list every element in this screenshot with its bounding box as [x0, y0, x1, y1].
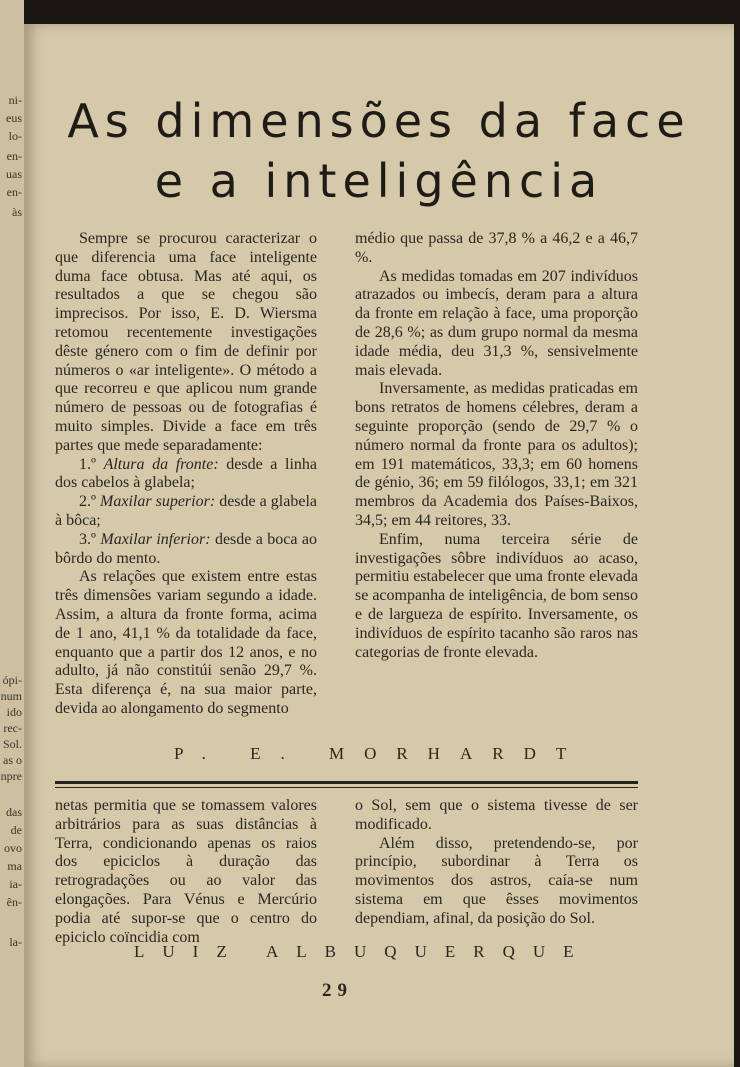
previous-page-fragment: rec-	[3, 721, 22, 735]
previous-page-fragment: uas	[6, 167, 22, 181]
page	[24, 24, 734, 1067]
paragraph: As relações que existem entre estas três dimensões variam segundo a idade. Assim, a altura da fronte forma, acima de 1 ano, 41,1 % da totalidade da face, enquanto que a partir dos 12 anos, e no adulto, já não constitúi senão 29,7 %. Esta diferença é, na sua maior parte, devida ao alongamento do segmento	[55, 568, 317, 717]
previous-page-fragment: en-	[6, 185, 22, 199]
divider-thick	[55, 781, 638, 784]
paragraph: netas permitia que se tomassem valores arbitrários para as suas distâncias à Terra, condicionando apenas os raios dos epiciclos à duração das retrogradações ou ao valor das elongações. Para Vénus e Mercúrio podia até supor-se que o centro do epiciclo coïncidia com	[55, 797, 317, 946]
previous-page-fragment: la-	[9, 935, 22, 949]
previous-page-fragment: lo-	[8, 129, 22, 143]
previous-page-fragment: das	[6, 805, 22, 819]
previous-page-fragment: ni-	[8, 93, 22, 107]
paragraph: Além disso, pretendendo-se, por princípio, subordinar à Terra os movimentos dos astros, caía-se num sistema em que êsses movimentos dependiam, afinal, da posição do Sol.	[355, 834, 638, 927]
previous-page-fragment: de	[10, 823, 22, 837]
article-author: P. E. MORHARDT	[174, 744, 587, 763]
list-item: 1.º Altura da fronte: desde a linha dos cabelos à glabela;	[55, 455, 317, 492]
previous-page-fragment: en-	[6, 149, 22, 163]
continuation-author: LUIZ ALBUQUERQUE	[134, 942, 592, 961]
divider-thin	[55, 787, 638, 788]
paragraph: Sempre se procurou caracterizar o que diferencia uma face inteligente duma face obtusa. Mas até aqui, os resultados a que se chegou são imprecisos. Por isso, E. D. Wiersma retomou recentemente investigações dêste género com o fim de definir por números o «ar inteligente». O método a que recorreu e que aplicou num grande número de pessoas ou de fotografias é muito simples. Divide a face em três partes que mede separadamente:	[55, 230, 317, 454]
previous-page-fragment: ovo	[4, 841, 22, 855]
previous-page-fragment: ma	[7, 859, 22, 873]
paragraph: As medidas tomadas em 207 indivíduos atrazados ou imbecís, deram para a altura da fronte em relação à face, uma proporção de 28,6 %; as dum grupo normal da mesma idade média, deu 31,3 %, sensivelmente mais elevada.	[355, 267, 638, 379]
paragraph: Inversamente, as medidas praticadas em bons retratos de homens célebres, deram a seguinte proporção (sendo de 29,7 % o número normal da fronte para os adultos); em 191 matemáticos, 33,3; em 60 homens de génio, 36; em 59 filólogos, 33,1; em 321 membros da Academia dos Países-Baixos, 34,5; em 44 reitores, 33.	[355, 380, 638, 529]
previous-page-fragment: ido	[6, 705, 22, 719]
previous-page-edge	[0, 0, 24, 1067]
paragraph: médio que passa de 37,8 % a 46,2 e a 46,7 %.	[355, 230, 638, 266]
previous-page-fragment: ên-	[6, 895, 22, 909]
article-column-2	[355, 230, 638, 662]
page-number: 29	[322, 980, 353, 1001]
previous-page-fragment: ia-	[9, 877, 22, 891]
previous-page-fragment: num	[0, 689, 22, 703]
continuation-column-2	[355, 797, 638, 929]
previous-page-fragment: ópi-	[2, 673, 22, 687]
list-item: 2.º Maxilar superior: desde a glabela à bôca;	[55, 493, 318, 529]
previous-page-fragment: às	[12, 205, 22, 219]
previous-page-fragment: npre	[0, 769, 22, 783]
previous-page-fragment: as o	[3, 753, 22, 767]
list-item: 3.º Maxilar inferior: desde a boca ao bôrdo do mento.	[55, 530, 318, 567]
paragraph: Enfim, numa terceira série de investigações sôbre indivíduos ao acaso, permitiu estabelecer que uma fronte elevada se acompanha de inteligência, de bom senso e de largueza de espírito. Inversamente, os indivíduos de espírito tacanho são raros nas categorias de fronte elevada.	[355, 530, 639, 661]
previous-page-fragment: eus	[6, 111, 22, 125]
continuation-column-1	[55, 797, 317, 947]
article-column-1	[55, 230, 317, 719]
article-title-line-1: As dimensões da face	[67, 94, 691, 148]
previous-page-fragment: Sol.	[2, 737, 22, 751]
article-title-line-2: e a inteligência	[154, 154, 604, 208]
paragraph: o Sol, sem que o sistema tivesse de ser modificado.	[355, 797, 638, 833]
